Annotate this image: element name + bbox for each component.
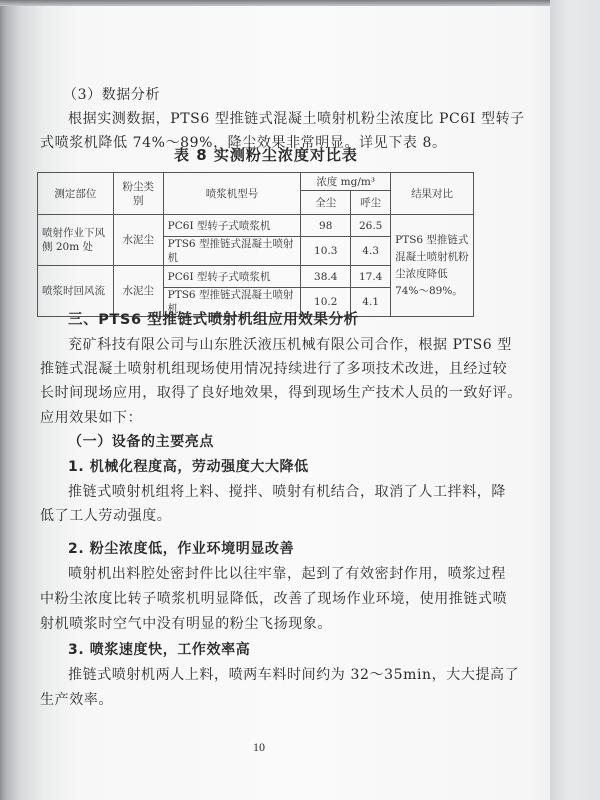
item-3-line-1: 推链式喷射机两人上料，喷两车料时间约为 32～35min，大大提高了 — [68, 667, 520, 683]
dust-concentration-table — [37, 172, 474, 317]
cell-dust-type: 水泥尘 — [113, 266, 163, 317]
cell-total: 98 — [301, 215, 351, 237]
subsection-1-heading: （一）设备的主要亮点 — [68, 434, 214, 450]
cell-machine: PC6I 型转子式喷浆机 — [163, 215, 301, 237]
section-three-para-line-4: 应用效果如下： — [40, 410, 143, 426]
header-respirable-dust: 呼尘 — [351, 191, 391, 215]
cell-machine: PC6I 型转子式喷浆机 — [163, 266, 301, 288]
cell-respirable: 26.5 — [351, 215, 391, 237]
header-machine: 喷浆机型号 — [163, 173, 301, 215]
section-three-para-line-3: 长时间现场应用，取得了良好地效果，得到现场生产技术人员的一致好评。 — [40, 385, 522, 401]
cell-total: 10.3 — [301, 237, 351, 266]
section-three-heading: 三、PTS6 型推链式喷射机组应用效果分析 — [68, 312, 359, 328]
item-3-title: 3. 喷浆速度快，工作效率高 — [68, 642, 251, 658]
header-location: 测定部位 — [38, 173, 114, 215]
item-1-line-1: 推链式喷射机组将上料、搅拌、喷射有机结合，取消了人工拌料，降 — [68, 484, 506, 500]
header-total-dust: 全尘 — [301, 191, 351, 215]
page-number: 10 — [253, 740, 265, 754]
cell-respirable: 4.3 — [351, 237, 391, 266]
cell-respirable: 17.4 — [351, 266, 391, 288]
cell-result: PTS6 型推链式混凝土喷射机粉尘浓度降低 74%～89%。 — [391, 215, 474, 317]
header-concentration: 浓度 mg/m³ — [301, 173, 391, 191]
table-row — [38, 215, 474, 237]
section-three-para-line-1: 兖矿科技有限公司与山东胜沃液压机械有限公司合作，根据 PTS6 型 — [68, 337, 512, 353]
item-2-line-2: 中粉尘浓度比转子喷浆机明显降低，改善了现场作业环境，使用推链式喷 — [40, 591, 508, 607]
item-2-line-1: 喷射机出料腔处密封件比以往牢靠，起到了有效密封作用，喷浆过程 — [68, 566, 506, 582]
cell-location: 喷射作业下风侧 20m 处 — [38, 215, 114, 266]
cell-location: 喷浆时回风流 — [38, 266, 114, 317]
section-3-heading: （3）数据分析 — [63, 87, 161, 103]
header-dust-type: 粉尘类别 — [113, 173, 163, 215]
cell-dust-type: 水泥尘 — [113, 215, 163, 266]
header-result: 结果对比 — [391, 173, 474, 215]
section-three-para-line-2: 推链式混凝土喷射机组现场使用情况持续进行了多项技术改进，且经过较 — [40, 361, 508, 377]
item-3-line-2: 生产效率。 — [40, 692, 113, 708]
section-3-para-line-1: 根据实测数据，PTS6 型推链式混凝土喷射机粉尘浓度比 PC6I 型转子 — [68, 111, 525, 127]
item-2-line-3: 射机喷浆时空气中没有明显的粉尘飞扬现象。 — [40, 616, 332, 632]
cell-total: 10.2 — [301, 288, 351, 317]
cell-respirable: 4.1 — [351, 288, 391, 317]
section-3-para-line-2: 式喷浆机降低 74%～89%，降尘效果非常明显。详见下表 8。 — [40, 135, 447, 151]
item-1-line-2: 低了工人劳动强度。 — [40, 508, 172, 524]
cell-machine: PTS6 型推链式混凝土喷射机 — [163, 237, 301, 266]
cell-total: 38.4 — [301, 266, 351, 288]
item-2-title: 2. 粉尘浓度低，作业环境明显改善 — [68, 541, 295, 557]
cell-machine: PTS6 型推链式混凝土喷射机 — [163, 288, 301, 317]
item-1-title: 1. 机械化程度高，劳动强度大大降低 — [68, 459, 309, 475]
table-caption: 表 8 实测粉尘浓度对比表 — [174, 146, 358, 164]
